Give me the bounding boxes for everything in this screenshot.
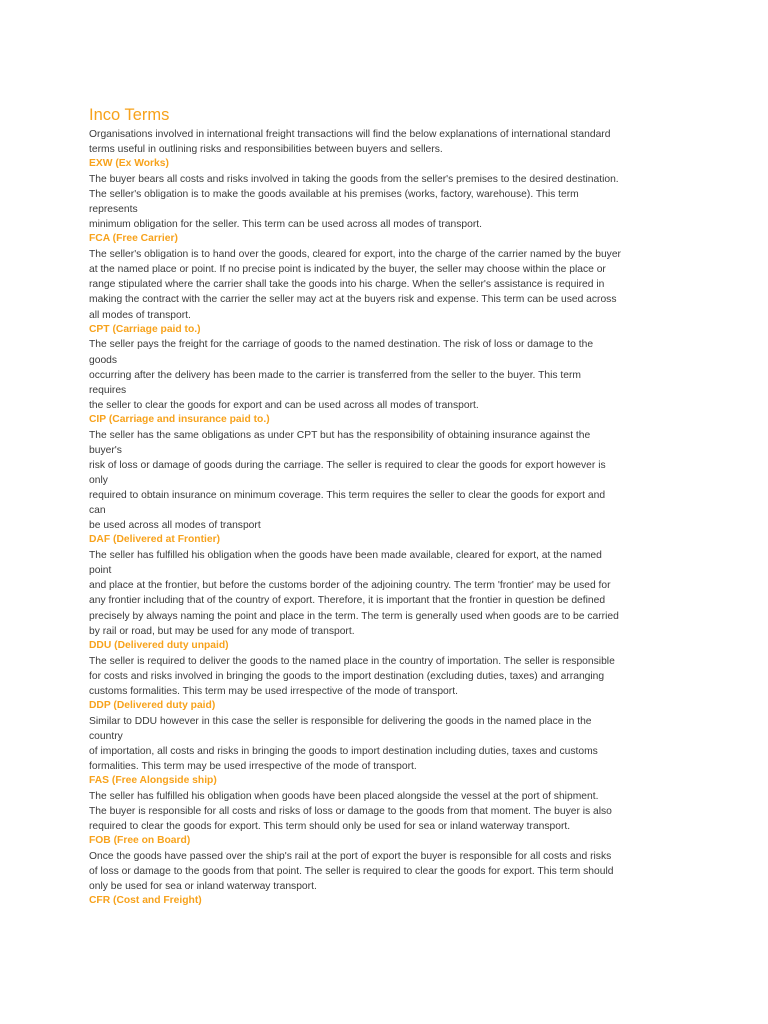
term-line: The seller has fulfilled his obligation when the goods have been made available, cleared for export, at the named [89, 550, 602, 562]
term-line: formalities. This term may be used irrespective of the mode of transport. [89, 760, 417, 772]
term-heading: FOB (Free on Board) [89, 835, 191, 847]
term-section-fas [89, 774, 679, 834]
term-line: can [89, 505, 106, 517]
term-line: at the named place or point. If no precise point is indicated by the buyer, the seller may choose within the place or [89, 264, 606, 276]
term-heading: EXW (Ex Works) [89, 158, 169, 170]
term-line: buyer's [89, 444, 122, 456]
term-description [89, 789, 679, 834]
term-heading: DDU (Delivered duty unpaid) [89, 639, 229, 651]
intro-line: Organisations involved in international freight transactions will find the below explanations of international standard [89, 129, 611, 140]
term-line: occurring after the delivery has been made to the carrier is transferred from the seller to the buyer. This term [89, 369, 581, 381]
term-line: customs formalities. This term may be used irrespective of the mode of transport. [89, 685, 458, 697]
term-line: minimum obligation for the seller. This term can be used across all modes of transport. [89, 219, 482, 231]
term-description [89, 428, 679, 534]
term-line: of loss or damage to the goods from that point. The seller is required to clear the goods for export. This term should [89, 865, 614, 877]
term-line: Similar to DDU however in this case the seller is responsible for delivering the goods in the named place in the [89, 715, 592, 727]
term-description [89, 172, 679, 232]
term-line: any frontier including that of the country of export. Therefore, it is important that the frontier in question be defined [89, 595, 606, 607]
term-description [89, 654, 679, 699]
term-line: only [89, 474, 108, 486]
term-line: risk of loss or damage of goods during the carriage. The seller is required to clear the goods for export however is [89, 459, 606, 471]
term-line: required to clear the goods for export. This term should only be used for sea or inland waterway transport. [89, 820, 571, 832]
intro-line: terms useful in outlining risks and responsibilities between buyers and sellers. [89, 144, 443, 156]
term-heading: DAF (Delivered at Frontier) [89, 534, 221, 546]
term-line: represents [89, 204, 138, 216]
term-line: The buyer is responsible for all costs and risks of loss or damage to the goods from that moment. The buyer is also [89, 805, 612, 817]
term-description [89, 337, 679, 412]
term-line: The seller is required to deliver the goods to the named place in the country of importation. The seller is responsible [89, 655, 615, 667]
term-section-cfr [89, 894, 679, 909]
term-section-cpt [89, 323, 679, 413]
term-line: The seller's obligation is to hand over the goods, cleared for export, into the charge of the carrier named by the buyer [89, 249, 621, 261]
term-heading: CPT (Carriage paid to.) [89, 323, 201, 335]
term-line: The seller has fulfilled his obligation when goods have been placed alongside the vessel at the port of shipment. [89, 790, 599, 802]
term-line: making the contract with the carrier the seller may act at the buyers risk and expense. This term can be used across [89, 294, 617, 306]
term-line: by rail or road, but may be used for any mode of transport. [89, 625, 355, 637]
intro-paragraph [89, 127, 679, 157]
term-line: for costs and risks involved in bringing the goods to the import destination (excluding duties, taxes) and arranging [89, 670, 605, 682]
term-section-daf [89, 533, 679, 638]
term-heading: DDP (Delivered duty paid) [89, 699, 216, 711]
term-section-cip [89, 413, 679, 533]
term-heading: FCA (Free Carrier) [89, 233, 178, 245]
term-section-ddp [89, 699, 679, 774]
term-line: all modes of transport. [89, 309, 191, 321]
term-description [89, 849, 679, 894]
term-line: point [89, 565, 112, 577]
term-heading: CFR (Cost and Freight) [89, 895, 202, 907]
term-line: the seller to clear the goods for export and can be used across all modes of transport. [89, 399, 479, 411]
term-line: Once the goods have passed over the ship's rail at the port of export the buyer is responsible for all costs and risks [89, 850, 612, 862]
term-heading: CIP (Carriage and insurance paid to.) [89, 413, 270, 425]
term-line: be used across all modes of transport [89, 520, 261, 532]
term-line: country [89, 730, 123, 742]
term-description [89, 714, 679, 774]
term-line: The buyer bears all costs and risks involved in taking the goods from the seller's premises to the desired destination. [89, 173, 619, 185]
term-line: range stipulated where the carrier shall take the goods into his charge. When the seller's assistance is required in [89, 279, 605, 291]
term-section-fob [89, 834, 679, 894]
term-line: of importation, all costs and risks in bringing the goods to import destination including duties, taxes and customs [89, 745, 598, 757]
document-page [89, 104, 679, 909]
term-line: only be used for sea or inland waterway transport. [89, 881, 317, 893]
term-section-ddu [89, 639, 679, 699]
term-description [89, 247, 679, 322]
page-title: Inco Terms [89, 106, 170, 124]
term-line: The seller has the same obligations as under CPT but has the responsibility of obtaining insurance against the [89, 429, 591, 441]
term-heading: FAS (Free Alongside ship) [89, 774, 217, 786]
term-section-exw [89, 157, 679, 232]
term-line: required to obtain insurance on minimum coverage. This term requires the seller to clear the goods for export and [89, 490, 606, 502]
term-line: and place at the frontier, but before the customs border of the adjoining country. The term 'frontier' may be used for [89, 580, 611, 592]
term-line: The seller pays the freight for the carriage of goods to the named destination. The risk of loss or damage to the [89, 339, 594, 351]
term-line: goods [89, 354, 118, 366]
term-description [89, 548, 679, 639]
term-section-fca [89, 232, 679, 322]
term-line: precisely by always naming the point and place in the term. The term is generally used when goods are to be carried [89, 610, 619, 622]
term-line: requires [89, 384, 127, 396]
term-line: The seller's obligation is to make the goods available at his premises (works, factory, warehouse). This term [89, 189, 579, 201]
